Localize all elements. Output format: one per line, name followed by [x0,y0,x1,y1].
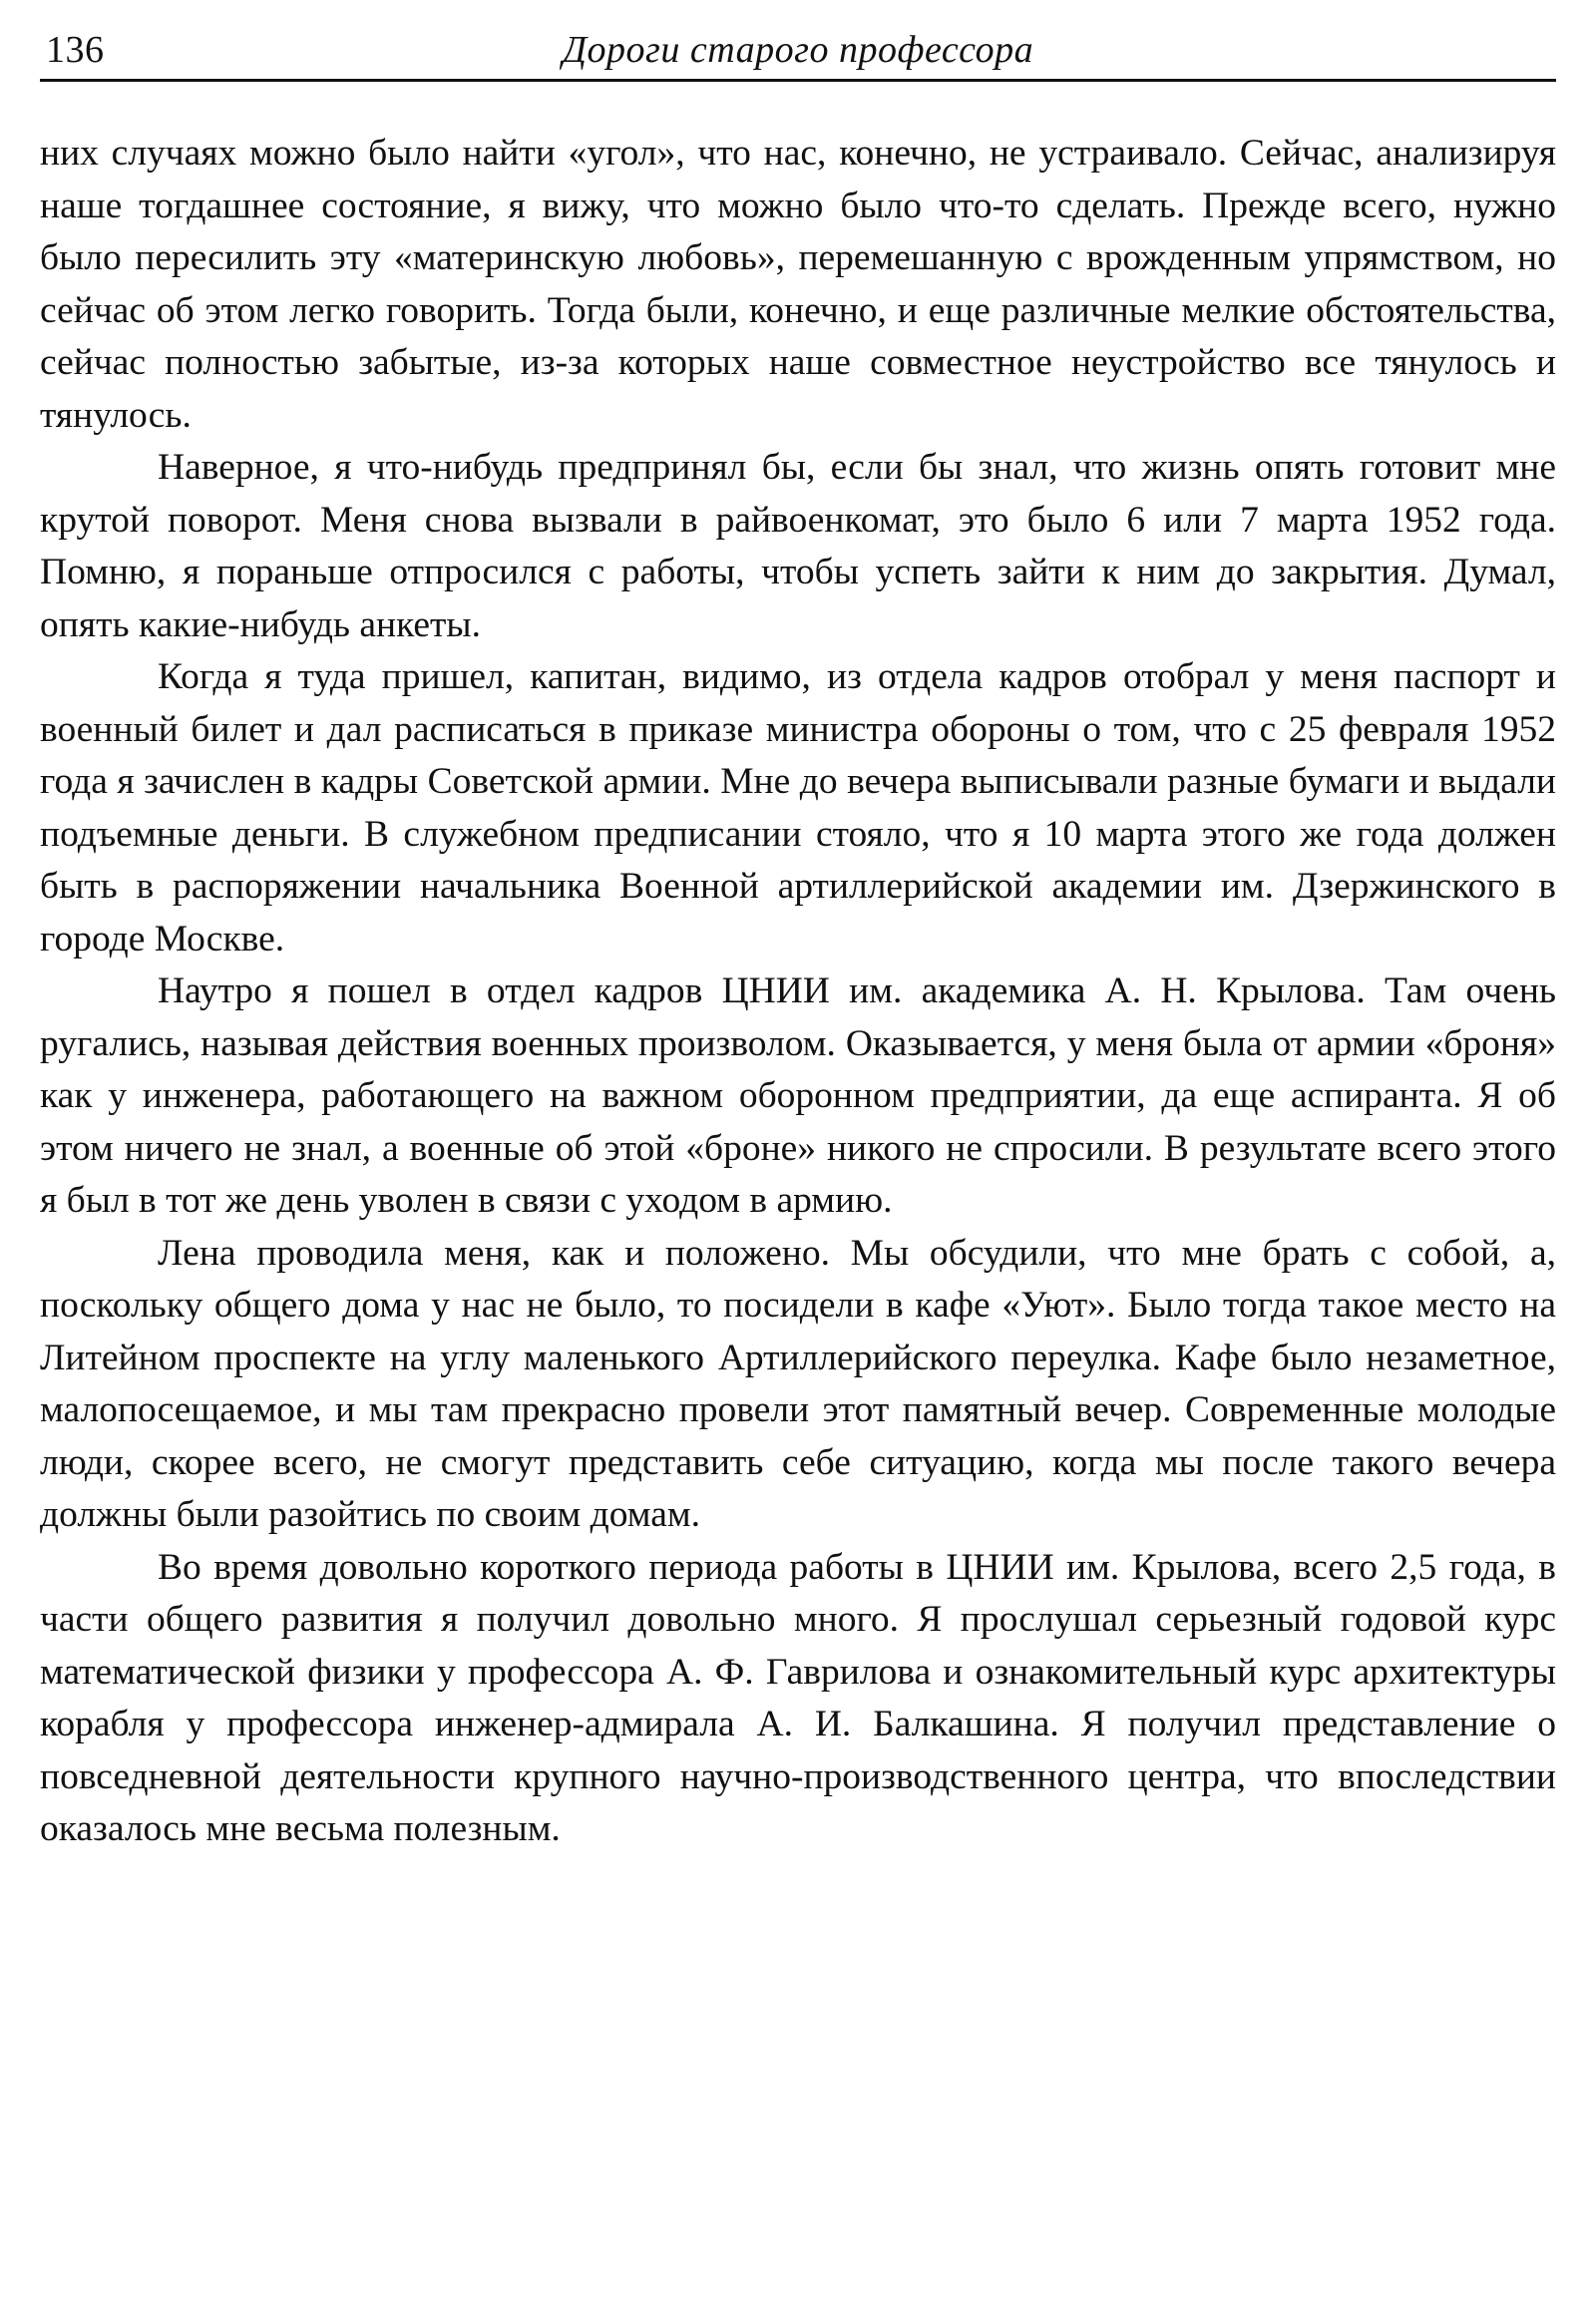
paragraph: Наверное, я что-нибудь предпринял бы, если бы знал, что жизнь опять готовит мне крутой поворот. Меня снова вызвали в райвоенкомат, это было 6 или 7 марта 1952 года. Помню, я пораньше отпросился с работы, чтобы успеть зайти к ним до закрытия. Думал, опять какие-нибудь анкеты. [40,447,1556,645]
page-number: 136 [46,29,105,71]
paragraph: Когда я туда пришел, капитан, видимо, из отдела кадров отобрал у меня паспорт и военный билет и дал расписаться в приказе министра обороны о том, что с 25 февраля 1952 года я зачислен в кадры Советской армии. Мне до вечера выписывали разные бумаги и выдали подъемные деньги. В служебном предписании стояло, что я 10 марта этого же года должен быть в распоряжении начальника Военной артиллерийской академии им. Дзержинского в городе Москве. [40,656,1556,960]
running-title: Дороги старого профессора [562,29,1034,71]
paragraph: Во время довольно короткого периода работы в ЦНИИ им. Крылова, всего 2,5 года, в части общего развития я получил довольно много. Я прослушал серьезный годовой курс математической физики у профессора А. Ф. Гаврилова и ознакомительный курс архитектуры корабля у профессора инженер-адмирала А. И. Балкашина. Я получил представление о повседневной деятельности крупного научно-производственного центра, что впоследствии оказалось мне весьма полезным. [40,1546,1556,1849]
paragraph: Наутро я пошел в отдел кадров ЦНИИ им. академика А. Н. Крылова. Там очень ругались, называя действия военных произволом. Оказывается, у меня была от армии «броня» как у инженера, работающего на важном оборонном предприятии, да еще аспиранта. Я об этом ничего не знал, а военные об этой «броне» никого не спросили. В результате всего этого я был в тот же день уволен в связи с уходом в армию. [40,970,1556,1221]
paragraph: Лена проводила меня, как и положено. Мы обсудили, что мне брать с собой, а, поскольку общего дома у нас не было, то посидели в кафе «Уют». Было тогда такое место на Литейном проспекте на углу маленького Артиллерийского переулка. Кафе было незаметное, малопосещаемое, и мы там прекрасно провели этот памятный вечер. Современные молодые люди, скорее всего, не смогут представить себе ситуацию, когда мы после такого вечера должны были разойтись по своим домам. [40,1232,1556,1535]
running-header [40,22,1556,82]
paragraph-continuation: них случаях можно было найти «угол», что нас, конечно, не устраивало. Сейчас, анализируя наше тогдашнее состояние, я вижу, что можно было что-то сделать. Прежде всего, нужно было пересилить эту «материнскую любовь», перемешанную с врожденным упрямством, но сейчас об этом легко говорить. Тогда были, конечно, и еще различные мелкие обстоятельства, сейчас полностью забытые, из-за которых наше совместное неустройство все тянулось и тянулось. [40,133,1556,436]
body-text [40,128,1556,1856]
